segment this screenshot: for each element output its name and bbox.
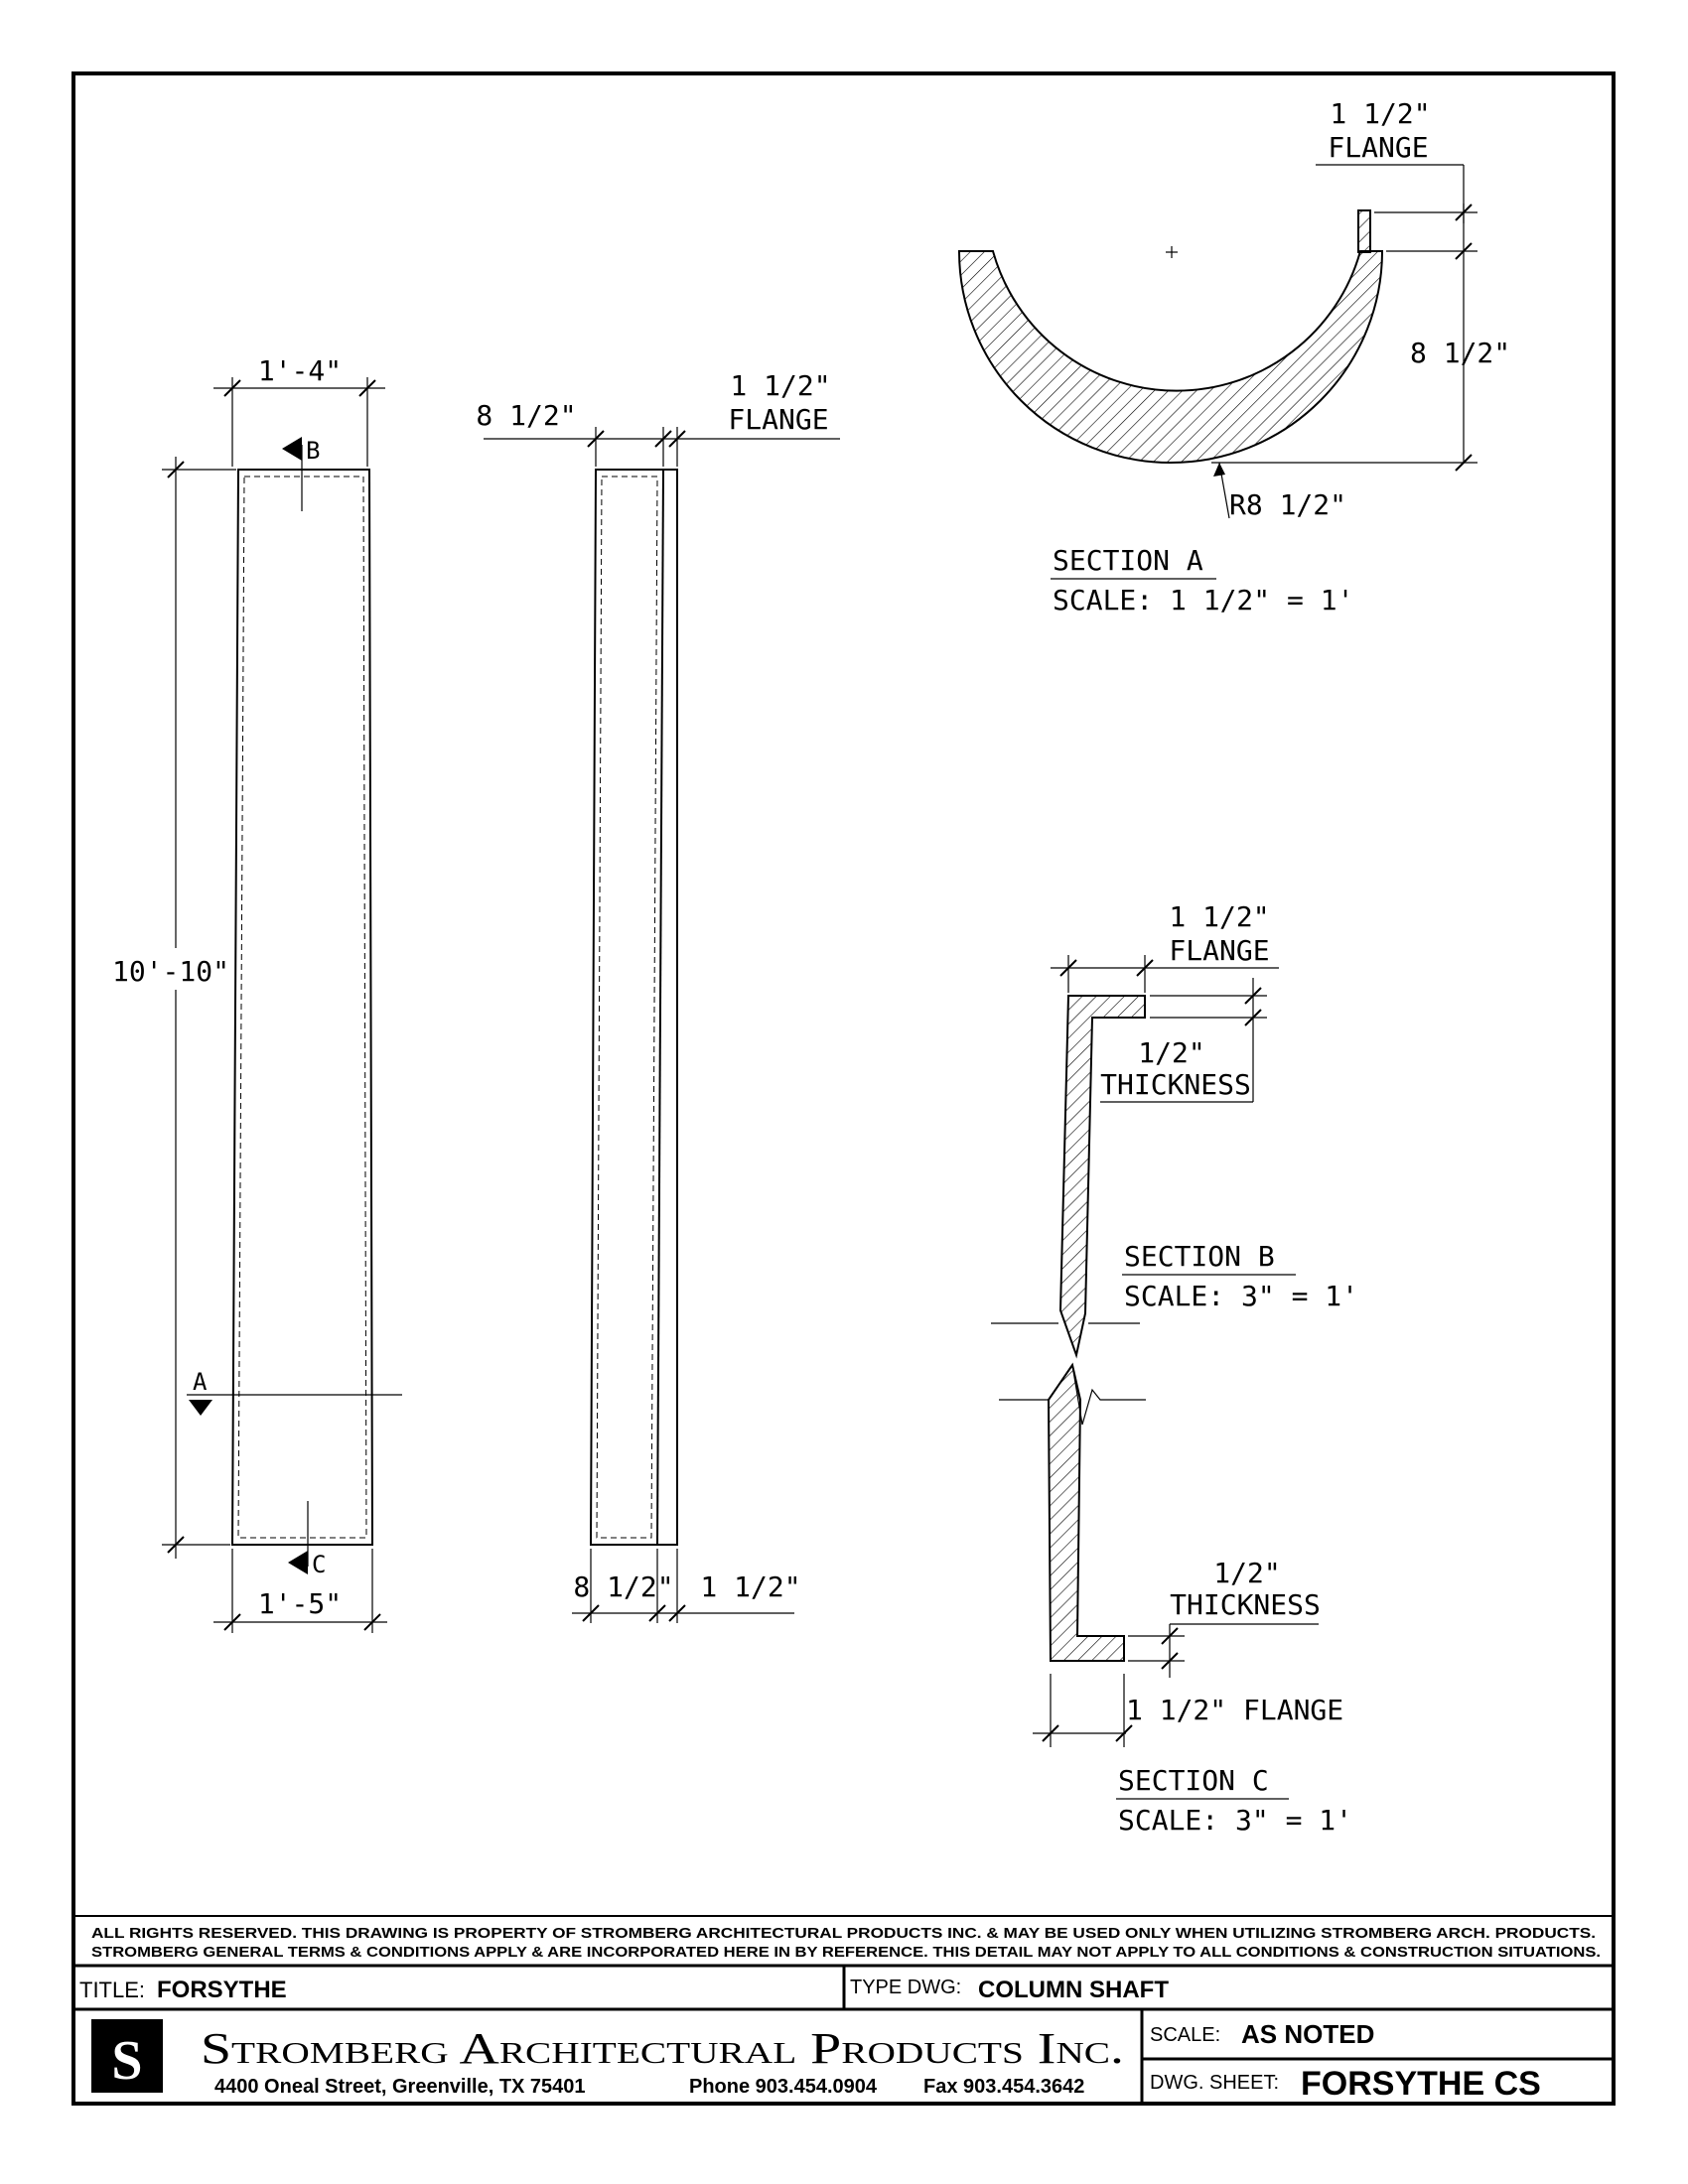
company-address: 4400 Oneal Street, Greenville, TX 75401 bbox=[214, 2076, 586, 2098]
section-c-flange: 1 1/2" FLANGE bbox=[1126, 1694, 1344, 1726]
section-b-thickness-label: THICKNESS bbox=[1100, 1068, 1251, 1101]
section-a-height: 8 1/2" bbox=[1410, 337, 1511, 369]
sheet-label: DWG. SHEET: bbox=[1150, 2072, 1280, 2094]
section-a bbox=[959, 97, 1510, 616]
section-a-radius: R8 1/2" bbox=[1229, 488, 1347, 521]
section-b-title: SECTION B bbox=[1124, 1240, 1275, 1273]
section-a-scale: SCALE: 1 1/2" = 1' bbox=[1053, 584, 1354, 616]
section-b-scale: SCALE: 3" = 1' bbox=[1124, 1280, 1359, 1312]
type-label: TYPE DWG: bbox=[850, 1977, 962, 1998]
marker-c: C bbox=[312, 1551, 327, 1578]
side-bottom-depth: 8 1/2" bbox=[573, 1570, 674, 1603]
marker-b: B bbox=[306, 437, 321, 465]
side-top-flange-label: FLANGE bbox=[728, 403, 829, 436]
section-c bbox=[999, 1365, 1352, 1837]
side-top-flange-value: 1 1/2" bbox=[730, 369, 831, 402]
title-block bbox=[73, 1916, 1614, 2104]
company-fax: Fax 903.454.3642 bbox=[923, 2076, 1085, 2098]
section-a-flange-label: FLANGE bbox=[1328, 131, 1429, 164]
section-c-thickness-value: 1/2" bbox=[1213, 1557, 1281, 1589]
side-elevation bbox=[476, 369, 840, 1623]
marker-a: A bbox=[193, 1368, 208, 1396]
front-elevation bbox=[111, 354, 402, 1633]
section-c-thickness-label: THICKNESS bbox=[1170, 1588, 1321, 1621]
section-b-thickness-value: 1/2" bbox=[1138, 1036, 1205, 1069]
front-height: 10'-10" bbox=[111, 955, 230, 988]
section-a-flange-value: 1 1/2" bbox=[1330, 97, 1431, 130]
logo-letter: S bbox=[111, 2030, 143, 2092]
section-c-scale: SCALE: 3" = 1' bbox=[1118, 1804, 1353, 1837]
section-c-title: SECTION C bbox=[1118, 1764, 1269, 1797]
title-label: TITLE: bbox=[79, 1978, 146, 2002]
notice-line-1: ALL RIGHTS RESERVED. THIS DRAWING IS PROPERTY OF STROMBERG ARCHITECTURAL PRODUCTS INC. & MAY BE USED ONLY WHEN UTILIZING STROMBERG ARCH. PRODUCTS. bbox=[91, 1926, 1597, 1942]
section-b-flange-value: 1 1/2" bbox=[1169, 900, 1270, 933]
front-bottom-width: 1'-5" bbox=[257, 1587, 343, 1620]
scale-label: SCALE: bbox=[1150, 2024, 1221, 2046]
title-value: FORSYTHE bbox=[157, 1977, 287, 2003]
section-b bbox=[991, 900, 1358, 1355]
scale-value: AS NOTED bbox=[1241, 2019, 1375, 2049]
side-top-depth: 8 1/2" bbox=[476, 399, 577, 432]
type-value: COLUMN SHAFT bbox=[978, 1977, 1169, 2003]
side-bottom-flange: 1 1/2" bbox=[700, 1570, 801, 1603]
front-top-width: 1'-4" bbox=[257, 354, 343, 387]
section-a-title: SECTION A bbox=[1053, 544, 1203, 577]
sheet-value: FORSYTHE CS bbox=[1301, 2065, 1541, 2103]
company-name: Stromberg Architectural Products Inc. bbox=[201, 2024, 1124, 2073]
section-b-flange-label: FLANGE bbox=[1169, 934, 1270, 967]
company-phone: Phone 903.454.0904 bbox=[689, 2076, 878, 2098]
notice-line-2: STROMBERG GENERAL TERMS & CONDITIONS APPLY & ARE INCORPORATED HERE IN BY REFERENCE. THIS DETAIL MAY NOT APPLY TO ALL CONDITIONS & CONSTRUCTION SITUATIONS. bbox=[91, 1945, 1601, 1961]
